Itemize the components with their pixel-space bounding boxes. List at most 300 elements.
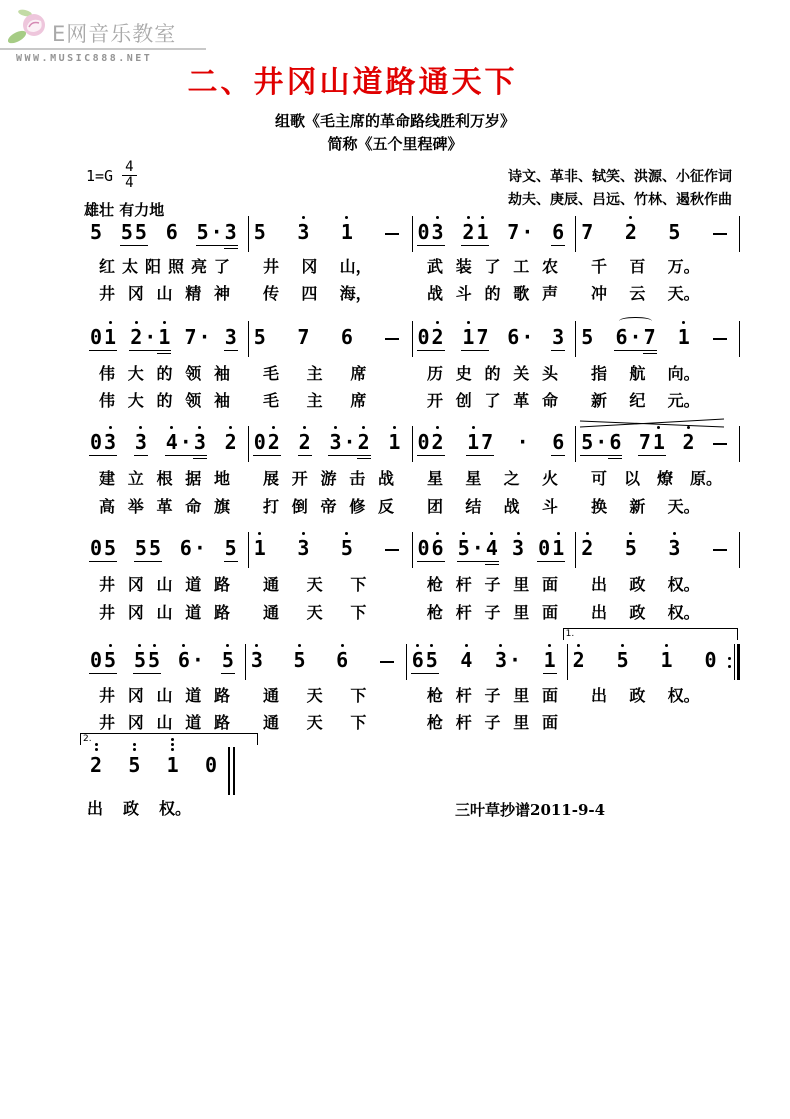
note: 3 <box>135 432 147 452</box>
lyric-syllable: 里 <box>513 713 530 732</box>
augmentation-dot: · <box>629 325 642 349</box>
note: 6 <box>615 325 628 349</box>
note: 1 <box>167 755 179 775</box>
octave-dot <box>393 426 396 429</box>
lyric-syllable: 打 <box>263 497 280 516</box>
note-group <box>383 222 401 246</box>
lyric-measure <box>85 687 248 705</box>
note: 2 <box>625 222 637 242</box>
note-group <box>417 538 445 562</box>
barline <box>739 321 740 357</box>
lyric-syllable: 百 <box>629 257 646 276</box>
lyric-syllable: 新 <box>591 391 608 410</box>
note-group <box>411 650 439 674</box>
repeat-dots <box>728 657 731 668</box>
lyric-measure <box>85 285 248 303</box>
lyric-line <box>85 576 740 594</box>
note: 2 <box>432 432 444 452</box>
thick-barline <box>737 644 740 680</box>
note-group <box>494 650 522 674</box>
lyric-measure <box>85 392 248 410</box>
note: 4 <box>460 650 472 670</box>
lyric-syllable: 权。 <box>667 686 700 705</box>
octave-dots <box>336 644 348 647</box>
lyric-syllable: 命 <box>541 391 558 410</box>
note-group <box>89 538 117 562</box>
note: 3 <box>224 220 237 244</box>
lyric-syllable: 据 <box>185 469 202 488</box>
lyric-syllable: 天 <box>306 713 323 732</box>
note-group <box>677 327 691 351</box>
lyric-measure <box>577 498 740 516</box>
lyric-measure <box>249 285 412 303</box>
lyric-measure <box>249 687 412 705</box>
lyric-syllable: 歌 <box>513 284 530 303</box>
lyric-syllable: 指 <box>591 364 608 383</box>
repeat-barline <box>728 644 741 680</box>
augmentation-dot: · <box>210 220 223 244</box>
lyric-measure <box>249 470 412 488</box>
lyric-measure <box>249 258 412 276</box>
rest-note: 0 <box>704 648 717 672</box>
octave-dots <box>222 644 234 647</box>
octave-dots <box>573 644 585 647</box>
note: 6 <box>178 650 190 670</box>
lyric-syllable: 开 <box>427 391 444 410</box>
note: 6 <box>340 325 353 349</box>
lyric-measure <box>249 392 412 410</box>
octave-dot <box>436 426 439 429</box>
note-group <box>383 538 401 562</box>
lyric-syllable: 了 <box>484 391 501 410</box>
note: 4 <box>166 432 178 452</box>
lyric-syllable: 天 <box>306 603 323 622</box>
lyric-syllable: 袖 <box>213 364 230 383</box>
dash-note <box>384 327 400 347</box>
page-title: 二、井冈山道路通天下 <box>187 65 518 100</box>
lyric-syllable: 立 <box>127 469 144 488</box>
octave-dot <box>682 321 685 324</box>
octave-dot <box>170 426 173 429</box>
octave-dot <box>345 216 348 219</box>
octave-dot <box>436 216 439 219</box>
lyric-syllable: 面 <box>541 686 558 705</box>
rest-note: 0 <box>204 753 217 777</box>
dash-note <box>384 222 400 242</box>
lyric-syllable: 史 <box>455 364 472 383</box>
lyric-syllable: 伟 <box>99 364 116 383</box>
note: 6 <box>552 220 565 244</box>
note-group <box>328 432 370 456</box>
note: 5 <box>426 650 438 670</box>
note: 5 <box>104 536 117 560</box>
measure <box>413 538 576 562</box>
lyric-syllable: 游 <box>320 469 337 488</box>
measure <box>565 629 728 674</box>
lyric-syllable: 星 <box>427 469 444 488</box>
lyric-syllable: 大 <box>127 391 144 410</box>
note: 1 <box>462 327 474 347</box>
note: 6 <box>412 650 424 670</box>
note-group <box>177 650 205 674</box>
repeat-dot <box>728 665 731 668</box>
lyric-syllable: 出 <box>87 799 104 818</box>
lyric-syllable: 冈 <box>127 603 144 622</box>
lyric-syllable: 下 <box>350 713 367 732</box>
dash-note <box>712 327 728 347</box>
octave-dots <box>552 532 564 535</box>
octave-dots <box>130 321 142 324</box>
octave-dot <box>557 532 560 535</box>
octave-dots <box>341 216 353 219</box>
note: 5 <box>458 538 470 558</box>
note: 3 <box>512 538 524 558</box>
thin-barline <box>228 747 230 795</box>
measure <box>576 327 739 351</box>
dash-note <box>379 650 395 670</box>
note: 1 <box>552 538 564 558</box>
note-group <box>681 432 695 456</box>
lyric-syllable: 航 <box>629 364 646 383</box>
barline <box>739 532 740 568</box>
note: 2 <box>462 222 474 242</box>
lyric-syllable: 道 <box>185 713 202 732</box>
octave-dots <box>104 321 116 324</box>
octave-dot <box>135 321 138 324</box>
octave-dots <box>251 644 263 647</box>
note-group <box>166 755 180 779</box>
note-group <box>253 432 281 456</box>
note-group <box>89 327 117 351</box>
lyric-syllable: 冈 <box>127 284 144 303</box>
octave-dot <box>472 426 475 429</box>
lyric-syllable: 出 <box>591 686 608 705</box>
augmentation-dot: · <box>516 430 529 454</box>
lyric-measure <box>249 604 412 622</box>
meter-numerator: 4 <box>122 160 136 176</box>
measure <box>407 650 567 674</box>
lyric-line <box>85 498 740 516</box>
lyric-syllable: 道 <box>185 686 202 705</box>
lyric-line <box>85 714 740 732</box>
octave-dots <box>476 216 488 219</box>
octave-dot <box>163 321 166 324</box>
note-group <box>134 538 162 562</box>
octave-dot <box>109 321 112 324</box>
lyric-syllable: 海， <box>339 284 372 303</box>
lyric-syllable: 精 <box>185 284 202 303</box>
lyric-syllable: 云 <box>629 284 646 303</box>
rest-note: 0 <box>90 648 103 672</box>
note-group <box>580 222 594 246</box>
octave-dots <box>358 426 370 429</box>
octave-dot <box>302 532 305 535</box>
lyric-syllable: 权。 <box>667 603 700 622</box>
dash-note <box>712 222 728 242</box>
key-label: 1=G <box>86 166 114 185</box>
lyric-syllable: 高 <box>99 497 116 516</box>
lyric-syllable: 通 <box>263 686 280 705</box>
lyric-measure <box>85 604 248 622</box>
notation-row <box>85 327 740 357</box>
octave-dots <box>661 644 673 647</box>
note-group <box>537 538 565 562</box>
note-group <box>580 327 594 351</box>
lyric-measure <box>249 576 412 594</box>
lyric-syllable: 阳 <box>144 257 161 276</box>
note-group <box>127 755 141 779</box>
note-group <box>551 222 565 246</box>
lyric-measure <box>577 365 740 383</box>
note-group <box>417 222 445 246</box>
octave-dots <box>458 532 470 535</box>
rest-note: 0 <box>417 325 430 349</box>
lyric-line <box>85 687 740 705</box>
note-group <box>614 327 656 351</box>
note: 5 <box>134 220 147 244</box>
lyric-syllable: 展 <box>263 469 280 488</box>
note: 6 <box>552 430 565 454</box>
rest-note: 0 <box>90 430 103 454</box>
note-group <box>461 327 489 351</box>
lyric-measure <box>413 285 576 303</box>
augmentation-dot: · <box>595 430 608 454</box>
note-group <box>667 538 681 562</box>
note: 1 <box>254 538 266 558</box>
augmentation-dot: · <box>509 648 522 672</box>
note-group <box>340 222 354 246</box>
lyric-syllable: 毛 <box>263 391 280 410</box>
lyric-syllable: 井 <box>99 713 116 732</box>
note: 5 <box>134 536 147 560</box>
lyric-syllable: 天。 <box>667 284 700 303</box>
lyric-syllable: 原。 <box>689 469 722 488</box>
note: 5 <box>128 755 140 775</box>
rest-note: 0 <box>90 536 103 560</box>
note: 5 <box>120 220 133 244</box>
octave-dot <box>586 532 589 535</box>
note: 5 <box>148 650 160 670</box>
note-group <box>89 650 117 674</box>
lyric-line <box>85 285 740 303</box>
lyric-syllable: 战 <box>503 497 520 516</box>
lyric-measure <box>413 576 576 594</box>
octave-dot <box>341 644 344 647</box>
lyric-syllable: 装 <box>455 257 472 276</box>
lyric-syllable: 天。 <box>667 497 700 516</box>
lyric-syllable: 权。 <box>158 799 191 818</box>
lyric-syllable: 可 <box>591 469 608 488</box>
lyric-syllable: 席 <box>350 391 367 410</box>
lyric-syllable: 通 <box>263 713 280 732</box>
octave-dots <box>135 426 147 429</box>
note: 2 <box>299 432 311 452</box>
lyric-syllable: 冈 <box>301 257 318 276</box>
note-group <box>667 222 681 246</box>
lyric-syllable: 换 <box>591 497 608 516</box>
lyric-syllable: 的 <box>156 364 173 383</box>
note-group <box>624 538 638 562</box>
lyric-syllable: 的 <box>484 364 501 383</box>
rest-note: 0 <box>417 536 430 560</box>
note-group <box>516 432 530 456</box>
lyric-syllable: 枪 <box>427 686 444 705</box>
octave-dot <box>298 644 301 647</box>
note: 2 <box>432 327 444 347</box>
note-group <box>340 327 354 351</box>
measure <box>85 538 248 562</box>
note-group <box>250 650 264 674</box>
lyric-syllable: 反 <box>377 497 394 516</box>
note-group <box>298 432 312 456</box>
note-group <box>511 538 525 562</box>
note: 5 <box>617 650 629 670</box>
lyric-syllable: 道 <box>185 603 202 622</box>
lyric-syllable: 了 <box>213 257 230 276</box>
note-group <box>711 432 729 456</box>
lyric-syllable: 杆 <box>455 603 472 622</box>
octave-dot <box>467 216 470 219</box>
note: 2 <box>268 432 280 452</box>
note-group <box>711 538 729 562</box>
lyric-syllable: 旗 <box>213 497 230 516</box>
note-group <box>179 538 207 562</box>
octave-dots <box>432 216 444 219</box>
octave-dot <box>229 426 232 429</box>
lyric-measure <box>413 498 576 516</box>
lyric-syllable: 席 <box>350 364 367 383</box>
lyric-syllable: 声 <box>541 284 558 303</box>
measure <box>85 650 245 674</box>
note: 5 <box>294 650 306 670</box>
lyric-syllable: 创 <box>455 391 472 410</box>
octave-dots <box>128 743 140 751</box>
octave-dots <box>134 644 146 647</box>
lyric-measure <box>85 258 248 276</box>
octave-dots <box>412 644 424 647</box>
lyric-measure <box>85 498 248 516</box>
octave-dot <box>109 644 112 647</box>
notation-row <box>85 222 740 252</box>
lyric-syllable: 冲 <box>591 284 608 303</box>
lyric-syllable: 山， <box>339 257 372 276</box>
note: 5 <box>253 325 266 349</box>
lyric-syllable: 政 <box>629 603 646 622</box>
note-group <box>580 432 622 456</box>
lyric-syllable: 天 <box>306 686 323 705</box>
lyric-syllable: 千 <box>591 257 608 276</box>
note-group <box>204 755 218 779</box>
octave-dots <box>148 644 160 647</box>
note: 5 <box>224 536 237 560</box>
note: 1 <box>476 222 488 242</box>
note-group <box>506 327 534 351</box>
notation-row <box>83 734 235 795</box>
note: 5 <box>196 220 209 244</box>
note-group <box>165 222 179 246</box>
composer-line: 劫夫、庚辰、吕远、竹林、遏秋作曲 <box>508 191 732 208</box>
note: 5 <box>668 220 681 244</box>
octave-dot <box>462 532 465 535</box>
lyric-syllable: 山 <box>156 284 173 303</box>
octave-dot <box>416 644 419 647</box>
lyric-syllable: 了 <box>484 257 501 276</box>
lyric-syllable: 面 <box>541 575 558 594</box>
note-group <box>543 650 557 674</box>
meter-denominator: 4 <box>125 175 134 191</box>
lyric-syllable: 击 <box>349 469 366 488</box>
measure <box>83 734 228 779</box>
lyric-syllable: 农 <box>541 257 558 276</box>
note-group <box>703 650 717 674</box>
lyric-syllable: 战 <box>427 284 444 303</box>
octave-dots <box>432 321 444 324</box>
note-group <box>580 538 594 562</box>
lyric-syllable: 领 <box>185 364 202 383</box>
note-group <box>461 222 489 246</box>
octave-dots <box>495 644 507 647</box>
transcriber-credit: 三叶草抄谱2011-9-4 <box>455 801 606 819</box>
rest-note: 0 <box>417 430 430 454</box>
lyric-syllable: 山 <box>156 603 173 622</box>
note: 1 <box>388 432 400 452</box>
lyric-syllable: 井 <box>263 257 280 276</box>
lyric-syllable: 斗 <box>541 497 558 516</box>
octave-dot <box>345 532 348 535</box>
lyric-syllable: 井 <box>99 575 116 594</box>
octave-dot <box>362 426 365 429</box>
note-group <box>551 327 565 351</box>
lyric-syllable: 通 <box>263 603 280 622</box>
octave-dot <box>182 644 185 647</box>
measure <box>249 432 412 456</box>
octave-dot <box>517 532 520 535</box>
note-group <box>89 222 103 246</box>
note: 3 <box>297 222 309 242</box>
rest-note: 0 <box>253 430 266 454</box>
octave-dots <box>486 532 498 535</box>
note-group <box>506 222 534 246</box>
octave-dots <box>544 644 556 647</box>
note-group <box>224 432 238 456</box>
lyric-syllable: 出 <box>591 603 608 622</box>
note: 7 <box>476 325 489 349</box>
lyric-syllable: 井 <box>99 284 116 303</box>
note-group <box>616 650 630 674</box>
measure <box>576 222 739 246</box>
lyric-syllable: 伟 <box>99 391 116 410</box>
note: 3 <box>668 538 680 558</box>
octave-dot <box>481 216 484 219</box>
octave-dots <box>297 216 309 219</box>
lyric-measure <box>413 470 576 488</box>
volta-label: 2. <box>83 734 92 744</box>
note: 1 <box>104 327 116 347</box>
augmentation-dot: · <box>179 430 192 454</box>
note: 3 <box>297 538 309 558</box>
note-group <box>711 327 729 351</box>
note: 3 <box>552 325 565 349</box>
note: 7 <box>297 325 310 349</box>
lyric-measure <box>577 392 740 410</box>
note-group <box>296 222 310 246</box>
note: 5 <box>148 536 161 560</box>
octave-dot <box>577 644 580 647</box>
site-url-text: WWW.MUSIC888.NET <box>16 53 153 64</box>
octave-dot <box>302 216 305 219</box>
augmentation-dot: · <box>193 536 206 560</box>
octave-dot <box>133 748 136 751</box>
